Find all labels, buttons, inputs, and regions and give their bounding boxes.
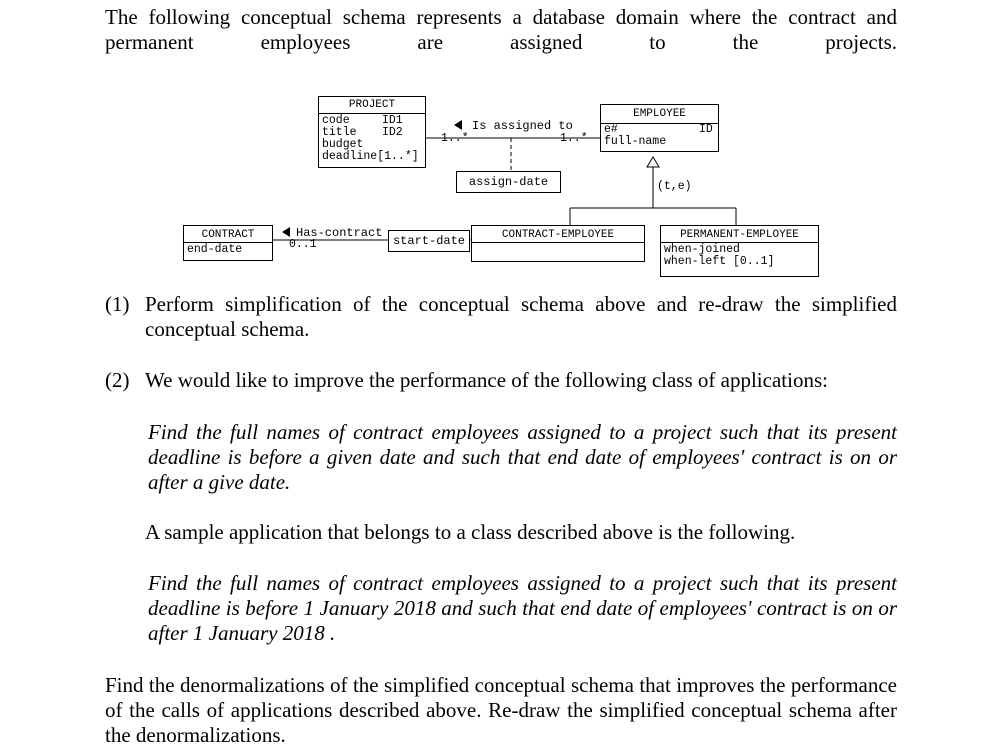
item-2-sample-intro: A sample application that belongs to a class described above is the following. <box>145 520 796 544</box>
permanent-employee-attr-when-joined: when-joined <box>664 243 740 256</box>
project-attr-code-key: ID1 <box>382 114 403 127</box>
item-2-sample-application: Find the full names of contract employees assigned to a project such that its present deadline is before 1 January 2018 and such that end date of employees' contract is on or after 1 January 2018 . <box>148 571 897 645</box>
employee-attr-enum-key: ID <box>699 123 713 136</box>
employee-attr-full-name: full-name <box>604 135 667 148</box>
generalization-triangle <box>647 157 659 167</box>
assign-date-attr: assign-date <box>468 175 549 189</box>
start-date-class-box <box>388 230 470 252</box>
project-class-name: PROJECT <box>348 99 396 111</box>
start-date-attr: start-date <box>392 234 465 248</box>
project-attr-code: code <box>322 114 350 127</box>
project-attr-title: title <box>322 126 357 139</box>
assigned-to-mult-left: 1..* <box>441 132 469 145</box>
closing-text: Find the denormalizations of the simplified conceptual schema that improves the performance of the calls of applications described above. Re-draw the simplified conceptual schema after the denormalizations. <box>105 673 897 747</box>
employee-attr-enum: e# <box>604 123 618 136</box>
item-2-text: We would like to improve the performance of the following class of applications: <box>145 368 828 392</box>
contract-class-name: CONTRACT <box>201 229 255 241</box>
item-1-number: (1) <box>105 292 130 316</box>
contract-employee-class-box <box>471 225 645 262</box>
has-contract-label: Has-contract <box>296 226 383 240</box>
generalization-constraint: (t,e) <box>657 180 692 193</box>
contract-attr-end-date: end-date <box>187 243 243 256</box>
employee-class-name: EMPLOYEE <box>633 108 686 120</box>
project-class-box <box>318 96 426 168</box>
has-contract-direction-arrow <box>282 227 290 237</box>
item-1-text: Perform simplification of the conceptual schema above and re-draw the simplified conceptual schema. <box>145 292 897 341</box>
assigned-to-label: Is assigned to <box>472 119 573 133</box>
contract-employee-class-name: CONTRACT-EMPLOYEE <box>501 229 615 241</box>
permanent-employee-class-box <box>660 225 819 277</box>
project-attr-budget: budget <box>322 138 364 151</box>
contract-class-box <box>183 225 273 261</box>
project-attr-deadline: deadline[1..*] <box>322 150 419 163</box>
permanent-employee-class-name: PERMANENT-EMPLOYEE <box>680 229 799 241</box>
intro-text: The following conceptual schema represents a database domain where the contract and permanent employees are assigned to the projects. <box>105 5 897 54</box>
assigned-to-mult-right: 1..* <box>560 132 588 145</box>
project-attr-title-key: ID2 <box>382 126 403 139</box>
item-2-number: (2) <box>105 368 130 392</box>
employee-class-box <box>600 104 719 152</box>
has-contract-mult: 0..1 <box>289 238 317 251</box>
item-2-application-class: Find the full names of contract employees assigned to a project such that its present deadline is before a given date and such that end date of employees' contract is on or after a give date. <box>148 420 897 494</box>
permanent-employee-attr-when-left: when-left [0..1] <box>664 255 775 268</box>
assigned-to-direction-arrow <box>454 120 462 130</box>
assign-date-class-box <box>456 171 561 193</box>
